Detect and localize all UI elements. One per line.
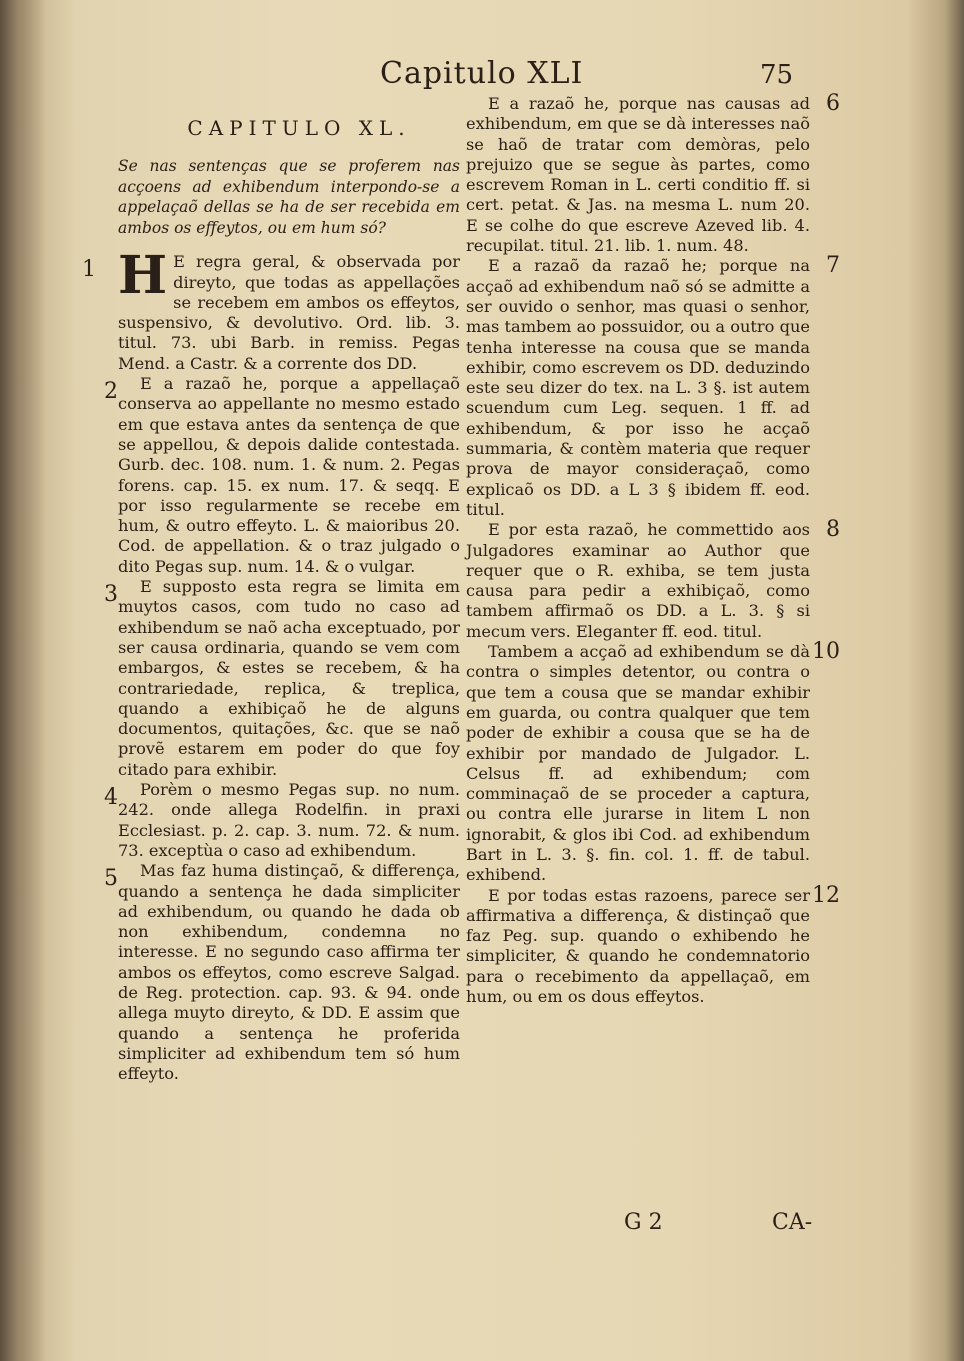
signature-mark: G 2	[624, 1210, 663, 1235]
margin-number: 5	[104, 866, 118, 892]
chapter-summary: Se nas sentenças que se proferem nas acçoens ad exhibendum interpondo-se a appelaçaõ dellas se ha de ser recebida em ambos os effeytos, ou em hum só?	[118, 157, 460, 237]
paragraph-1	[82, 245, 460, 374]
margin-number: 7	[826, 253, 840, 279]
margin-number: 1	[82, 257, 96, 283]
paragraph-4	[104, 780, 460, 861]
margin-number: 12	[812, 882, 840, 908]
paragraph-text: E a razaõ he, porque nas causas ad exhibendum, em que se dà interesses naõ se haõ de tratar com demòras, pelo prejuizo que se segue às partes, como escrevem Roman in L. certi conditio ff. si cert. petat. & Jas. na mesma L. num 20. E se colhe do que escreve Azeved lib. 4. recupilat. titul. 21. lib. 1. num. 48.	[466, 94, 810, 256]
paragraph-10	[466, 639, 840, 886]
left-column	[82, 116, 460, 1084]
paragraph-text: E por esta razaõ, he commettido aos Julgadores examinar ao Author que requer que o R. exhiba, se tem justa causa para pedir a exhibiçaõ, como tambem affirmaõ os DD. a L. 3. § si mecum vers. Eleganter ff. eod. titul.	[466, 520, 810, 641]
margin-number: 10	[812, 639, 840, 665]
paragraph-5	[104, 861, 460, 1084]
paragraph-6	[466, 91, 840, 256]
paragraph-2	[104, 374, 460, 577]
paragraph-text: Porèm o mesmo Pegas sup. no num. 242. onde allega Rodelfin. in praxi Ecclesiast. p. 2. cap. 3. num. 72. & num. 73. exceptùa o caso ad exhibendum.	[118, 780, 460, 860]
margin-number: 2	[104, 379, 118, 405]
paragraph-text: Tambem a acçaõ ad exhibendum se dà contra o simples detentor, ou contra o que tem a cousa que se mandar exhibir em guarda, ou contra qualquer que tem poder de exhibir a cousa que se ha de exhibir por mandado de Julgador. L. Celsus ff. ad exhibendum; com comminaçaõ de se proceder a captura, ou contra elle jurarse in litem L non ignorabit, & glos ibi Cod. ad exhibendum Bart in L. 3. §. fin. col. 1. ff. de tabul. exhibend.	[466, 642, 810, 885]
binding-gutter	[0, 0, 46, 1361]
paragraph-text: E supposto esta regra se limita em muytos casos, com tudo no caso ad exhibendum se naõ acha exceptuado, por ser causa ordinaria, quando se vem com embargos, & estes se recebem, & ha contrariedade, replica, & treplica, quando a exhibiçaõ he de alguns documentos, quitações, &c. que se naõ provẽ estarem em poder do que foy citado para exhibir.	[118, 577, 460, 779]
page-number: 75	[760, 60, 794, 90]
paragraph-text: E por todas estas razoens, parece ser affirmativa a differença, & distinçaõ que faz Peg. sup. quando o exhibendo he simpliciter, & quando he condemnatorio para o recebimento da appellaçaõ, em hum, ou em os dous effeytos.	[466, 885, 810, 1007]
margin-number: 8	[826, 517, 840, 543]
right-column	[466, 91, 840, 1007]
paragraph-8	[466, 517, 840, 642]
page-header	[0, 56, 964, 96]
page-footer	[0, 1210, 964, 1250]
catchword: CA-	[772, 1210, 813, 1235]
margin-number: 4	[104, 785, 118, 811]
paragraph-12	[466, 882, 840, 1008]
paragraph-text: E regra geral, & observada por direyto, que todas as appellações se recebem em ambos os effeytos, suspensivo, & devolutivo. Ord. lib. 3. titul. 73. ubi Barb. in remiss. Pegas Mend. a Castr. & a corrente dos DD.	[118, 252, 460, 373]
drop-cap: H	[118, 245, 168, 307]
margin-number: 3	[104, 582, 118, 608]
margin-number: 6	[826, 91, 840, 116]
chapter-heading: CAPITULO XL.	[187, 116, 411, 140]
running-head: Capitulo XLI	[380, 56, 584, 91]
paragraph-7	[466, 253, 840, 520]
paragraph-3	[104, 577, 460, 780]
paragraph-text: E a razaõ he, porque a appellaçaõ conserva ao appellante no mesmo estado em que estava antes da sentença de que se appellou, & depois dalide contestada. Gurb. dec. 108. num. 1. & num. 2. Pegas forens. cap. 15. ex num. 17. & seqq. E por isso regularmente se recebe em hum, & outro effeyto. L. & maioribus 20. Cod. de appellation. & o traz julgado o dito Pegas sup. num. 14. & o vulgar.	[118, 374, 460, 576]
paragraph-text: E a razaõ da razaõ he; porque na acçaõ ad exhibendum naõ só se admitte a ser ouvido o senhor, mas quasi o senhor, mas tambem ao possuidor, ou a outro que tenha interesse na cousa que se manda exhibir, como escrevem os DD. deduzindo este seu dizer do tex. na L. 3 §. ist autem scuendum cum Leg. sequen. 1 ff. ad exhibendum, & por isso he acçaõ summaria, & contèm materia que requer prova de mayor consideraçaõ, como explicaõ os DD. a L 3 § ibidem ff. eod. titul.	[466, 256, 810, 519]
paragraph-text: Mas faz huma distinçaõ, & differença, quando a sentença he dada simpliciter ad exhibendum, ou quando he dada ob non exhibendum, condemna no interesse. E no segundo caso affirma ter ambos os effeytos, como escreve Salgad. de Reg. protection. cap. 93. & 94. onde allega muyto direyto, & DD. E assim que quando a sentença he proferida simpliciter ad exhibendum tem só hum effeyto.	[118, 861, 460, 1084]
